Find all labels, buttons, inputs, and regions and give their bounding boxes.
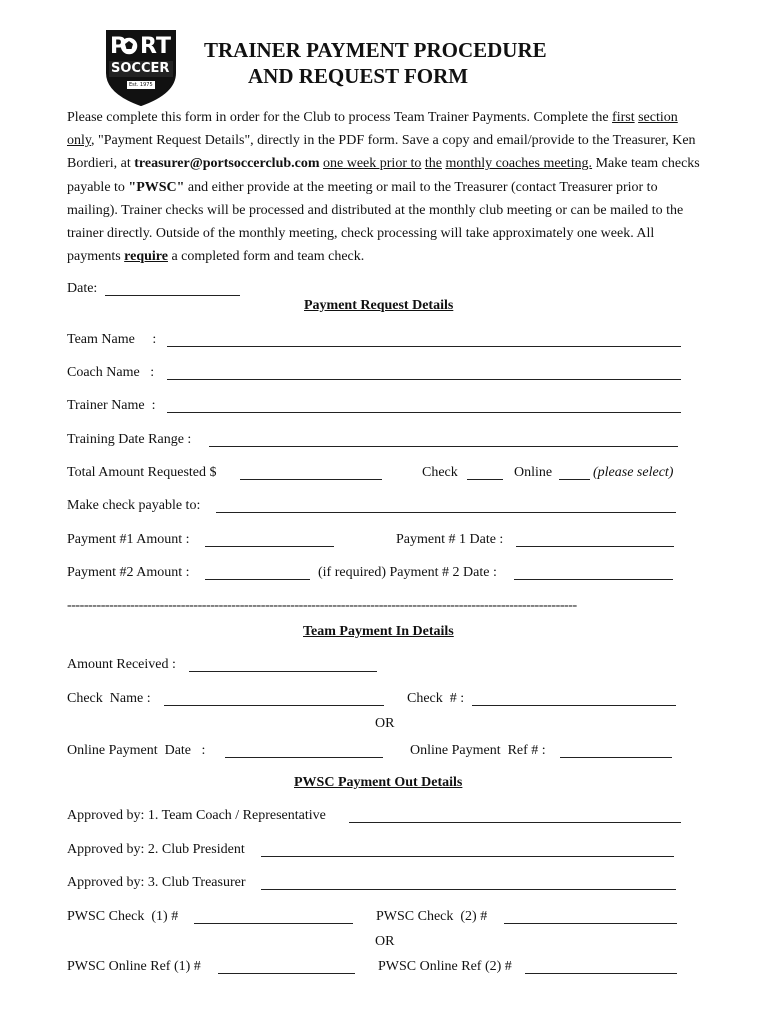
approved-coach-label: Approved by: 1. Team Coach / Representative <box>67 808 326 823</box>
online-payment-ref-label: Online Payment Ref # : <box>410 743 546 758</box>
pwsc-payment-out-heading: PWSC Payment Out Details <box>294 775 463 790</box>
pwsc-online-ref-1-field[interactable] <box>218 973 355 974</box>
logo-text-est: Est. 1975 <box>129 82 153 88</box>
trainer-name-label: Trainer Name : <box>67 398 156 413</box>
pwsc-check-1-label: PWSC Check (1) # <box>67 909 179 924</box>
pwsc-check-2-field[interactable] <box>504 923 677 924</box>
online-option-field[interactable] <box>559 479 590 480</box>
intro-text: a completed form and team check. <box>167 249 365 265</box>
intro-one-week: one week prior to <box>323 156 422 172</box>
intro-first: first <box>612 110 635 125</box>
approved-coach-field[interactable] <box>349 822 681 823</box>
total-amount-label: Total Amount Requested $ <box>67 465 217 480</box>
port-soccer-logo <box>103 27 179 107</box>
intro-text: , "Payment Request Details", directly in the PDF form. Save a copy and email/provide to the Treasurer, Ken Bordieri, at <box>67 133 696 172</box>
instructions-paragraph <box>67 106 707 268</box>
treasurer-email: treasurer@portsoccerclub.com <box>134 156 320 172</box>
intro-pwsc: "PWSC" <box>128 179 185 195</box>
online-payment-date-label: Online Payment Date : <box>67 743 206 758</box>
intro-text: and either provide at the meeting or mail to the Treasurer (contact Treasurer prior to mailing). Trainer checks will be processed and distributed at the monthly club meeting or can be mailed to the trainer directly. Outside of the monthly meeting, check processing will take approximately one week. All payments <box>67 179 684 265</box>
training-date-field[interactable] <box>209 446 678 447</box>
intro-section-only: section only <box>67 110 678 149</box>
team-payment-in-heading: Team Payment In Details <box>303 624 454 639</box>
check-option-label: Check <box>422 465 458 480</box>
or-separator-2: OR <box>375 934 395 949</box>
intro-monthly-meeting: monthly coaches meeting. <box>445 156 593 172</box>
total-amount-field[interactable] <box>240 479 382 480</box>
page-title-line-1: TRAINER PAYMENT PROCEDURE <box>204 38 547 62</box>
or-separator: OR <box>375 716 395 731</box>
pwsc-online-ref-2-field[interactable] <box>525 973 677 974</box>
logo-text-p: P <box>110 34 127 59</box>
payment2-amount-label: Payment #2 Amount : <box>67 565 190 580</box>
trainer-name-field[interactable] <box>167 412 681 413</box>
coach-name-label: Coach Name : <box>67 365 155 380</box>
payment2-date-field[interactable] <box>514 579 673 580</box>
pwsc-check-2-label: PWSC Check (2) # <box>376 909 488 924</box>
payment1-date-field[interactable] <box>516 546 674 547</box>
approved-treasurer-field[interactable] <box>261 889 676 890</box>
online-option-label: Online <box>514 465 553 480</box>
payment2-date-label: (if required) Payment # 2 Date : <box>318 565 497 580</box>
pwsc-check-1-field[interactable] <box>194 923 353 924</box>
check-name-label: Check Name : <box>67 691 151 706</box>
please-select-note: (please select) <box>593 465 674 480</box>
pwsc-online-ref-1-label: PWSC Online Ref (1) # <box>67 959 201 974</box>
payable-to-label: Make check payable to: <box>67 498 201 513</box>
payable-to-field[interactable] <box>216 512 676 513</box>
check-name-field[interactable] <box>164 705 384 706</box>
intro-text: Please complete this form in order for the Club to process Team Trainer Payments. Complete the <box>67 110 613 125</box>
intro-require: require <box>124 249 168 265</box>
approved-president-label: Approved by: 2. Club President <box>67 842 245 857</box>
intro-the: the <box>424 156 442 172</box>
training-date-label: Training Date Range : <box>67 432 192 447</box>
payment1-date-label: Payment # 1 Date : <box>396 532 504 547</box>
coach-name-field[interactable] <box>167 379 681 380</box>
check-number-field[interactable] <box>472 705 676 706</box>
check-option-field[interactable] <box>467 479 503 480</box>
page-title-line-2: AND REQUEST FORM <box>248 64 469 88</box>
check-number-label: Check # : <box>407 691 465 706</box>
logo-text-soccer: SOCCER <box>111 61 170 76</box>
payment1-amount-field[interactable] <box>205 546 334 547</box>
approved-treasurer-label: Approved by: 3. Club Treasurer <box>67 875 246 890</box>
logo-text-rt: RT <box>140 34 171 59</box>
pwsc-online-ref-2-label: PWSC Online Ref (2) # <box>378 959 512 974</box>
date-label: Date: <box>67 281 98 296</box>
payment-request-heading: Payment Request Details <box>304 298 454 313</box>
amount-received-label: Amount Received : <box>67 657 176 672</box>
payment1-amount-label: Payment #1 Amount : <box>67 532 190 547</box>
payment2-amount-field[interactable] <box>205 579 310 580</box>
online-payment-ref-field[interactable] <box>560 757 672 758</box>
team-name-field[interactable] <box>167 346 681 347</box>
amount-received-field[interactable] <box>189 671 377 672</box>
approved-president-field[interactable] <box>261 856 674 857</box>
date-field[interactable] <box>105 295 240 296</box>
online-payment-date-field[interactable] <box>225 757 383 758</box>
intro-text: Make team checks payable to <box>67 156 700 195</box>
section-divider: ------------------------------------------------------------------------------------------------------------------------- <box>67 598 577 613</box>
team-name-label: Team Name : <box>67 332 157 347</box>
